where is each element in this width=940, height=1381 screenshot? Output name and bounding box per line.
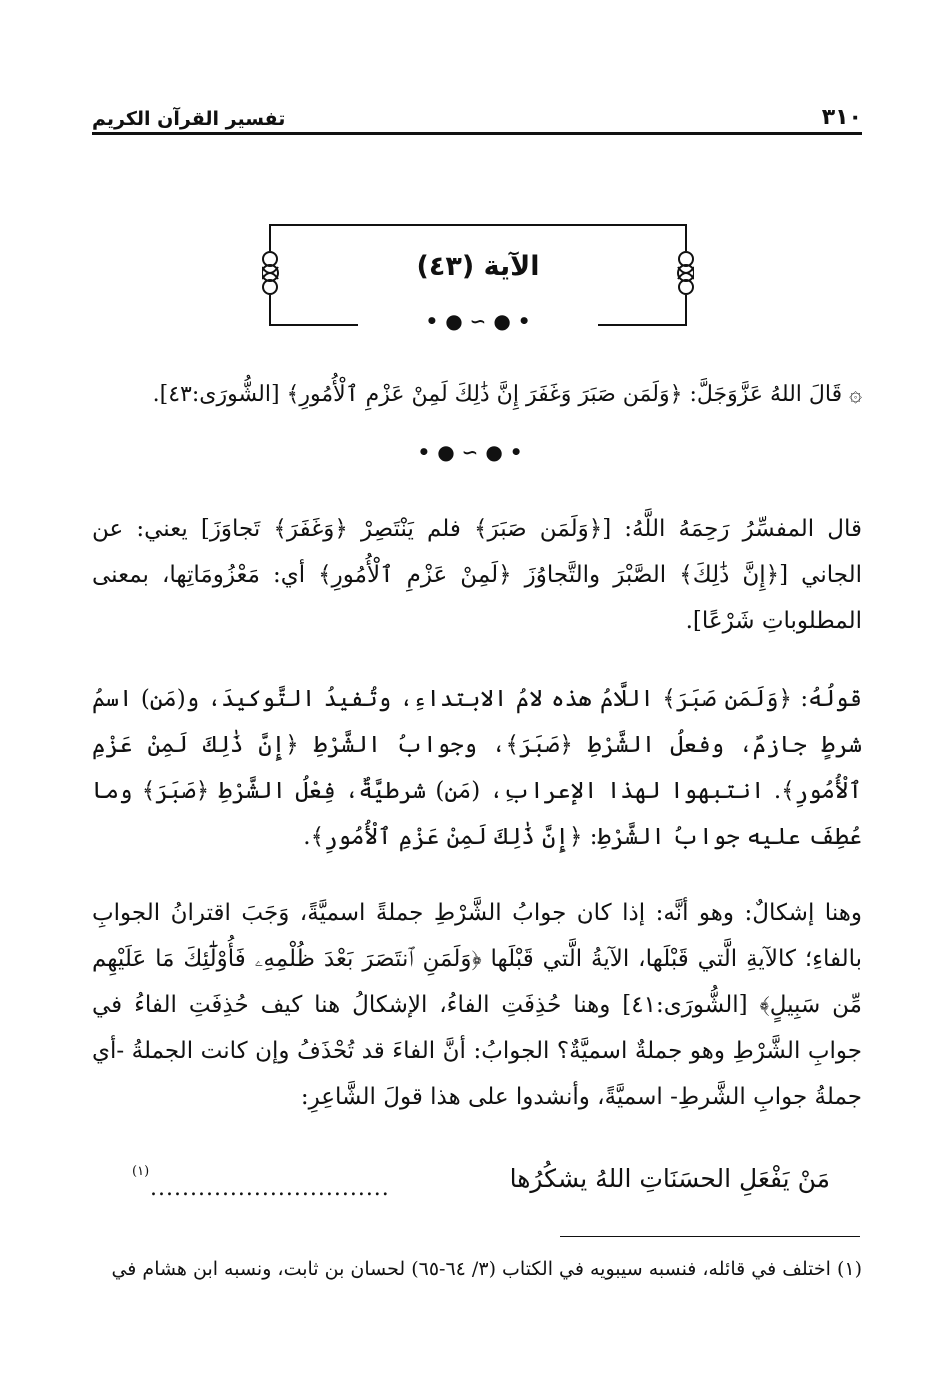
verse-quote: ۞ قَالَ اللهُ عَزَّوَجَلَّ: ﴿وَلَمَن صَبَرَ وَغَفَرَ إِنَّ ذَٰلِكَ لَمِنْ عَزْمِ ٱلْأُمُورِ﴾ [الشُّورَى:٤٣]. xyxy=(152,382,862,407)
paragraph-irab: قولُهُ: ﴿وَلَمَن صَبَرَ﴾ اللَّامُ هذه لامُ الابتداءِ، وتُفيدُ التَّوكيدَ، و(مَن) اسمُ شرطٍ جازمٌ، وفعلُ الشَّرْطِ ﴿صَبَرَ﴾، وجوابُ الشَّرْطِ ﴿إِنَّ ذَٰلِكَ لَمِنْ عَزْمِ ٱلْأُمُورِ﴾. انتبهوا لهذا الإعرابِ، (مَن) شرطيَّةٌ، فِعْلُ الشَّرْطِ ﴿صَبَرَ﴾ وما عُطِفَ عليه جوابُ الشَّرْطِ: ﴿إِنَّ ذَٰلِكَ لَمِنْ عَزْمِ ٱلْأُمُورِ﴾. xyxy=(92,686,862,850)
page-number: ٣١٠ xyxy=(821,105,862,130)
ayah-heading-box xyxy=(262,215,694,345)
paragraph-tafsir: قال المفسِّرُ رَحِمَهُ اللَّهُ: [﴿وَلَمَن صَبَرَ﴾ فلم يَنْتَصِرْ ﴿وَغَفَرَ﴾ تَجاوَزَ] يعني: عن الجاني [﴿إِنَّ ذَٰلِكَ﴾ الصَّبْرَ والتَّجاوُزَ ﴿لَمِنْ عَزْمِ ٱلْأُمُورِ﴾ أي: مَعْزُومَاتِها، بمعنى المطلوباتِ شَرْعًا]. xyxy=(92,516,862,634)
ayah-ornament-divider: • ● ∽ ● • xyxy=(425,309,531,333)
section-divider: • ● ∽ ● • xyxy=(417,440,523,464)
footnote-rule xyxy=(560,1236,860,1237)
poetry-line: مَنْ يَفْعَلِ الحسَنَاتِ اللهُ يشكُرُها xyxy=(509,1164,830,1193)
poetry-ellipsis: .............................. xyxy=(150,1176,390,1201)
footnote: (١) اختلف في قائله، فنسبه سيبويه في الكتاب (٣/ ٦٤-٦٥) لحسان بن ثابت، ونسبه ابن هشام في xyxy=(111,1258,862,1280)
footnote-marker: (١) xyxy=(132,1164,150,1179)
paragraph-ishkal: وهنا إشكالٌ: وهو أنَّه: إذا كان جوابُ الشَّرْطِ جملةً اسميَّةً، وَجَبَ اقترانُ الجوابِ بالفاءِ؛ كالآيةِ الَّتي قَبْلَها، الآيةُ الَّتي قَبْلَها ﴿وَلَمَنِ ٱنتَصَرَ بَعْدَ ظُلْمِهِۦ فَأُوْلَٰٓئِكَ مَا عَلَيْهِم مِّن سَبِيلٍ﴾ [الشُّورَى:٤١] وهنا حُذِفَتِ الفاءُ، الإشكالُ هنا كيف حُذِفَتِ الفاءُ في جوابِ الشَّرْطِ وهو جملةٌ اسميَّةٌ؟ الجوابُ: أنَّ الفاءَ قد تُحْذَفُ وإن كانت الجملةُ -أي جملةُ جوابِ الشَّرطِ- اسميَّةً، وأنشدوا على هذا قولَ الشَّاعِرِ: xyxy=(92,900,862,1110)
book-title: تفسير القرآن الكريم xyxy=(92,108,286,130)
poetry-verse xyxy=(130,1164,830,1208)
running-header xyxy=(92,96,862,135)
ayah-title: الآية (٤٣) xyxy=(416,251,540,282)
